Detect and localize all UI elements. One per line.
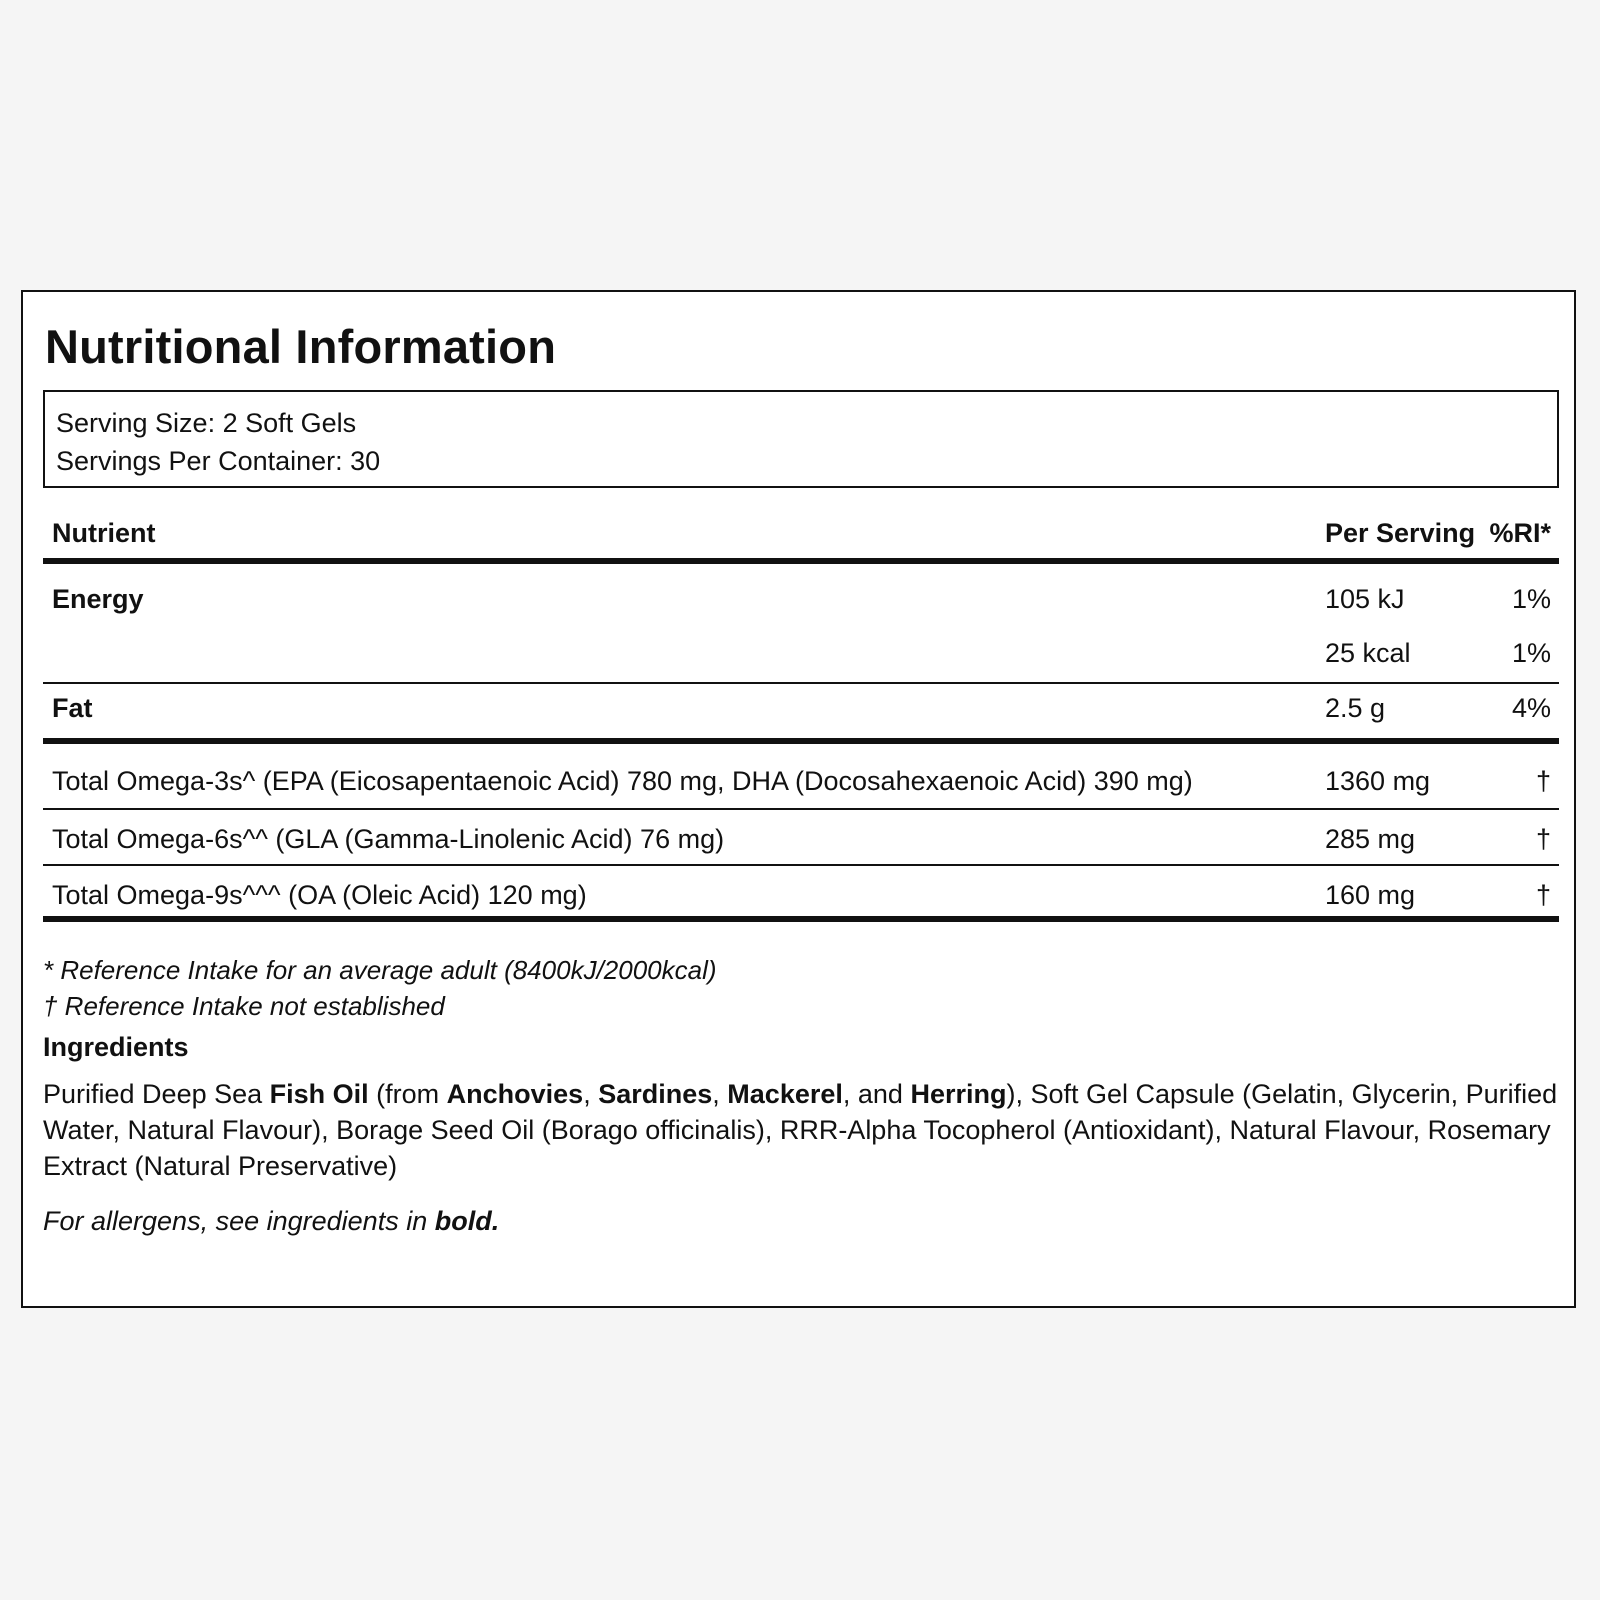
nutrition-panel [21,290,1576,1308]
ri-footnote: * Reference Intake for an average adult (8400kJ/2000kcal) [43,955,717,985]
ingredient-text-part: Purified Deep Sea [43,1079,270,1109]
table-row-omega-6 [43,810,1559,866]
omega-9-value: 160 mg [1325,880,1416,910]
omega-6-value: 285 mg [1325,824,1416,854]
energy-kcal-ri: 1% [1511,638,1551,668]
omega-3-label: Total Omega-3s^ (EPA (Eicosapentaenoic Acid) 780 mg, DHA (Docosahexaenoic Acid) 390 mg) [52,766,1193,796]
serving-info-box [43,390,1559,488]
servings-per-container: Servings Per Container: 30 [56,446,381,476]
energy-kcal-value: 25 kcal [1325,638,1411,668]
omega-9-ri: † [1535,880,1551,910]
ingredients-title: Ingredients [43,1032,189,1062]
omega-9-label: Total Omega-9s^^^ (OA (Oleic Acid) 120 mg) [52,880,587,910]
allergen-note [43,1206,499,1237]
energy-label: Energy [52,584,144,614]
allergen-anchovies: Anchovies [446,1079,584,1109]
omega-3-ri: † [1535,766,1551,796]
allergen-herring: Herring [910,1079,1007,1109]
table-row-energy [43,564,1559,684]
header-ri: %RI* [1489,518,1551,548]
ingredient-text-part: , and [842,1079,911,1109]
energy-kj-value: 105 kJ [1325,584,1405,614]
page-title: Nutritional Information [45,320,557,373]
dagger-footnote: † Reference Intake not established [43,991,445,1021]
nutrition-table [43,500,1559,922]
omega-3-value: 1360 mg [1325,766,1431,796]
energy-kj-ri: 1% [1511,584,1551,614]
table-row-fat [43,684,1559,744]
table-row-omega-3 [43,744,1559,810]
omega-6-label: Total Omega-6s^^ (GLA (Gamma-Linolenic Acid) 76 mg) [52,824,725,854]
fat-label: Fat [52,693,93,723]
ingredient-text-part: , [712,1079,728,1109]
table-header [43,500,1559,564]
header-per-serving: Per Serving [1325,518,1476,548]
footnotes [43,952,717,1024]
ingredient-text-part: ), Soft Gel Capsule (Gelatin, Glycerin, Purified Water, Natural Flavour), Borage Seed Oil (Borago officinalis), RRR-Alpha Tocopherol (Antioxidant), Natural Flavour, Rosemary Extract (Natural Preservative) [43,1079,1558,1181]
table-row-omega-9 [43,866,1559,922]
ingredient-text-part: (from [368,1079,447,1109]
allergen-note-bold: bold. [434,1206,500,1236]
serving-size: Serving Size: 2 Soft Gels [56,408,357,438]
allergen-mackerel: Mackerel [727,1079,843,1109]
fat-ri: 4% [1511,693,1551,723]
allergen-fish-oil: Fish Oil [269,1079,369,1109]
header-nutrient: Nutrient [52,518,156,548]
omega-6-ri: † [1535,824,1551,854]
ingredients-text [43,1076,1563,1184]
ingredient-text-part: , [583,1079,599,1109]
allergen-note-text: For allergens, see ingredients in [43,1206,435,1236]
allergen-sardines: Sardines [598,1079,713,1109]
fat-value: 2.5 g [1325,693,1386,723]
